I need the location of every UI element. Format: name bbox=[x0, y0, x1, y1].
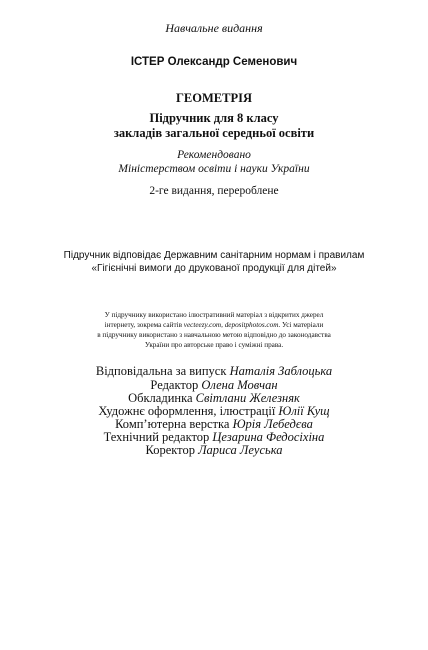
copyright-notice-line-1: У підручнику використано ілюстративний матеріал з відкритих джерел bbox=[104, 311, 324, 319]
copyright-notice-line-4: України про авторське право і суміжні права. bbox=[144, 341, 284, 349]
credit-person: Юлії Кущ bbox=[278, 404, 330, 418]
credit-person: Наталія Заблоцька bbox=[229, 364, 333, 378]
credit-person: Олена Мовчан bbox=[201, 378, 278, 392]
recommendation-line-1: Рекомендовано bbox=[177, 149, 251, 161]
sanitary-note-line-2: «Гігієнічні вимоги до друкованої продукції для дітей» bbox=[91, 263, 337, 274]
source-sites: vecteezy.com, depositphotos.com bbox=[183, 321, 279, 329]
copyright-notice-line-2 bbox=[0, 321, 428, 329]
credit-person: Світлани Железняк bbox=[195, 391, 300, 405]
copyright-notice-line-3: в підручнику використано з навчальною метою відповідно до законодавства bbox=[97, 331, 331, 339]
credit-person: Юрія Лебедєва bbox=[232, 417, 313, 431]
credit-person: Лариса Леуська bbox=[198, 443, 283, 457]
sanitary-note-line-1: Підручник відповідає Державним санітарним нормам і правилам bbox=[63, 250, 365, 261]
credit-line bbox=[0, 364, 428, 379]
edition-type: Навчальне видання bbox=[165, 21, 263, 35]
credit-role: Обкладинка bbox=[128, 391, 196, 405]
credit-role: Комп’ютерна верстка bbox=[115, 417, 233, 431]
copyright-notice-text: інтернету, зокрема сайтів bbox=[104, 321, 184, 329]
book-subtitle-line-2: закладів загальної середньої освіти bbox=[113, 126, 315, 140]
credit-line bbox=[0, 443, 428, 458]
revision-note: 2-ге видання, перероблене bbox=[149, 185, 279, 197]
credit-role: Редактор bbox=[150, 378, 202, 392]
book-subtitle-line-1: Підручник для 8 класу bbox=[149, 111, 279, 125]
author-name: ІСТЕР Олександр Семенович bbox=[130, 56, 298, 68]
book-title: ГЕОМЕТРІЯ bbox=[175, 91, 252, 105]
credit-role: Технічний редактор bbox=[103, 430, 213, 444]
credit-role: Художнє оформлення, ілюстрації bbox=[98, 404, 279, 418]
credit-person: Цезарина Федосіхіна bbox=[212, 430, 325, 444]
credit-role: Коректор bbox=[145, 443, 199, 457]
credit-role: Відповідальна за випуск bbox=[95, 364, 230, 378]
recommendation-line-2: Міністерством освіти і науки України bbox=[118, 163, 310, 175]
copyright-notice-text: . Усі матеріали bbox=[278, 321, 324, 329]
